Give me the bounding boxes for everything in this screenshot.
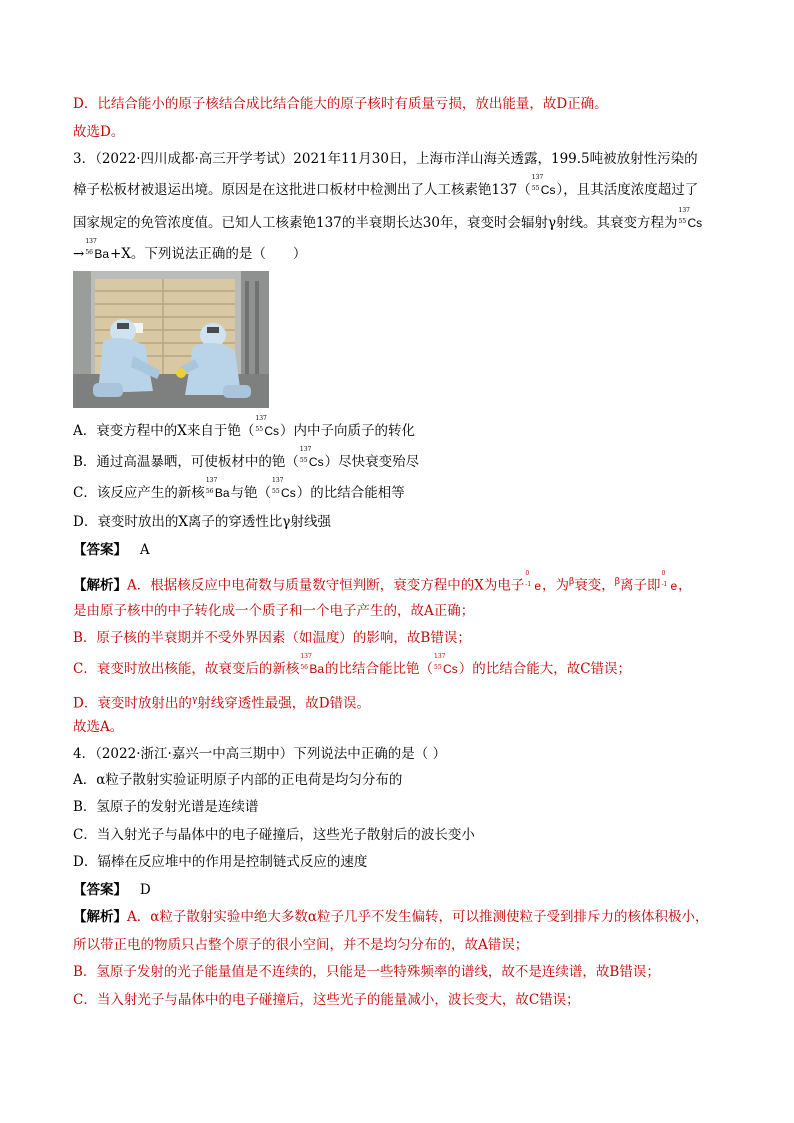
text: A．衰变方程中的X来自于铯（: [73, 423, 255, 439]
q3-option-d: D．衰变时放出的X离子的穿透性比γ射线强: [73, 514, 332, 530]
q3-final-answer: 故选A。: [73, 719, 124, 735]
beta-symbol: β: [614, 577, 620, 587]
q3-explanation-line-3: B．原子核的半衰期并不受外界因素（如温度）的影响，故B错误；: [73, 630, 471, 646]
question-3-stem-line-1: 3．（2022·四川成都·高三开学考试）2021年11月30日，上海市洋山海关透露，199.5吨被放射性污染的: [73, 151, 698, 167]
answer-label: 【答案】: [73, 882, 127, 898]
text: ）尽快衰变殆尽: [324, 454, 420, 470]
text: 樟子松板材被退运出境。原因是在这批进口板材中检测出了人工核素铯137（: [73, 182, 531, 198]
nuclide-ba: 137 56 Ba: [300, 653, 325, 676]
nuclide-cs: 137 55 Cs: [434, 653, 458, 676]
nuclide-cs: 137 55 Cs: [678, 207, 703, 230]
question-3-stem-line-2: [73, 174, 699, 200]
text: D．衰变时放射出的: [73, 695, 192, 712]
answer-value: D: [139, 882, 151, 898]
text: 衰变，: [574, 577, 615, 594]
q4-option-c: C．当入射光子与晶体中的电子碰撞后，这些光子散射后的波长变小: [73, 827, 475, 843]
q4-option-a: A．α粒子散射实验证明原子内部的正电荷是均匀分布的: [73, 772, 403, 788]
explanation-label: 【解析】: [73, 577, 127, 594]
nuclide-cs: 137 55 Cs: [272, 477, 296, 500]
text: C．衰变时放出核能，故衰变后的新核: [73, 661, 300, 677]
text: 与铯（: [230, 485, 272, 501]
q4-explanation-line-2: 所以带正电的物质只占整个原子的很小空间，并不是均匀分布的，故A错误；: [73, 937, 529, 953]
text: 的比结合能比铯（: [325, 661, 434, 677]
text: 射线穿透性最强，故D错误。: [197, 695, 371, 712]
option-d-conclusion: D．比结合能小的原子核结合成比结合能大的原子核时有质量亏损，放出能量，故D正确。: [73, 96, 608, 112]
workers-inspecting-boards-image: [73, 271, 269, 408]
question-3-stem-line-3: [73, 207, 703, 233]
q3-explanation-line-1: [73, 569, 692, 596]
q3-option-b: [73, 446, 420, 472]
q3-explanation-line-5: [73, 690, 370, 714]
q3-explanation-line-4: [73, 653, 632, 679]
q3-option-a: [73, 415, 416, 441]
nuclide-ba: 137 56 Ba: [85, 238, 109, 261]
text: +X。下列说法正确的是（ ）: [110, 246, 307, 262]
text: ，: [678, 577, 692, 594]
nuclide-cs: 137 55 Cs: [255, 415, 280, 438]
gamma-symbol: γ: [191, 695, 198, 705]
beta-symbol: β: [569, 577, 575, 587]
nuclide-cs: 137 55 Cs: [299, 446, 324, 469]
nuclide-electron: 0 -1 e: [661, 569, 678, 593]
question-4-stem: 4．（2022·浙江·嘉兴一中高三期中）下列说法中正确的是（ ）: [73, 746, 447, 762]
question-3-photo: [73, 271, 269, 408]
q4-option-b: B．氢原子的发射光谱是连续谱: [73, 799, 259, 815]
text: B．通过高温暴晒，可使板材中的铯（: [73, 454, 299, 470]
text: A．根据核反应中电荷数与质量数守恒判断，衰变方程中的X为电子: [127, 577, 525, 594]
q3-option-c: [73, 477, 405, 503]
text: ，为: [542, 577, 570, 594]
arrow: →: [73, 246, 85, 262]
question-3-stem-line-4: [73, 238, 307, 264]
q4-explanation-line-4: C．当入射光子与晶体中的电子碰撞后，这些光子的能量减小，波长变大，故C错误；: [73, 992, 580, 1008]
text: ）内中子向质子的转化: [280, 423, 416, 439]
nuclide-electron: 0 -1 e: [525, 569, 542, 593]
answer-label: 【答案】: [73, 542, 127, 558]
q3-answer: [73, 540, 150, 560]
text: 国家规定的免管浓度值。已知人工核素铯137的半衰期长达30年，衰变时会辐射γ射线。其衰变方程为: [73, 215, 678, 231]
explanation-label: 【解析】: [73, 909, 127, 925]
text: ），且其活度浓度超过了: [556, 182, 699, 198]
nuclide-ba: 137 56 Ba: [205, 477, 230, 500]
q4-explanation-line-1: [73, 907, 708, 927]
text: ）的比结合能相等: [296, 485, 405, 501]
q4-answer: [73, 880, 151, 900]
q3-explanation-line-2: 是由原子核中的中子转化成一个质子和一个电子产生的，故A正确；: [73, 603, 475, 619]
text: A．α粒子散射实验中绝大多数α粒子几乎不发生偏转，可以推测使粒子受到排斥力的核体积极小，: [127, 909, 709, 925]
text: 离子即: [619, 577, 661, 594]
q4-option-d: D．镉棒在反应堆中的作用是控制链式反应的速度: [73, 854, 368, 870]
answer-value: A: [139, 542, 150, 558]
nuclide-cs: 137 55 Cs: [531, 174, 556, 197]
q4-explanation-line-3: B．氢原子发射的光子能量值是不连续的，只能是一些特殊频率的谱线，故不是连续谱，故B错误；: [73, 964, 660, 980]
final-answer-prev: 故选D。: [73, 124, 125, 140]
text: C．该反应产生的新核: [73, 485, 205, 501]
text: ）的比结合能大，故C错误；: [458, 661, 632, 677]
